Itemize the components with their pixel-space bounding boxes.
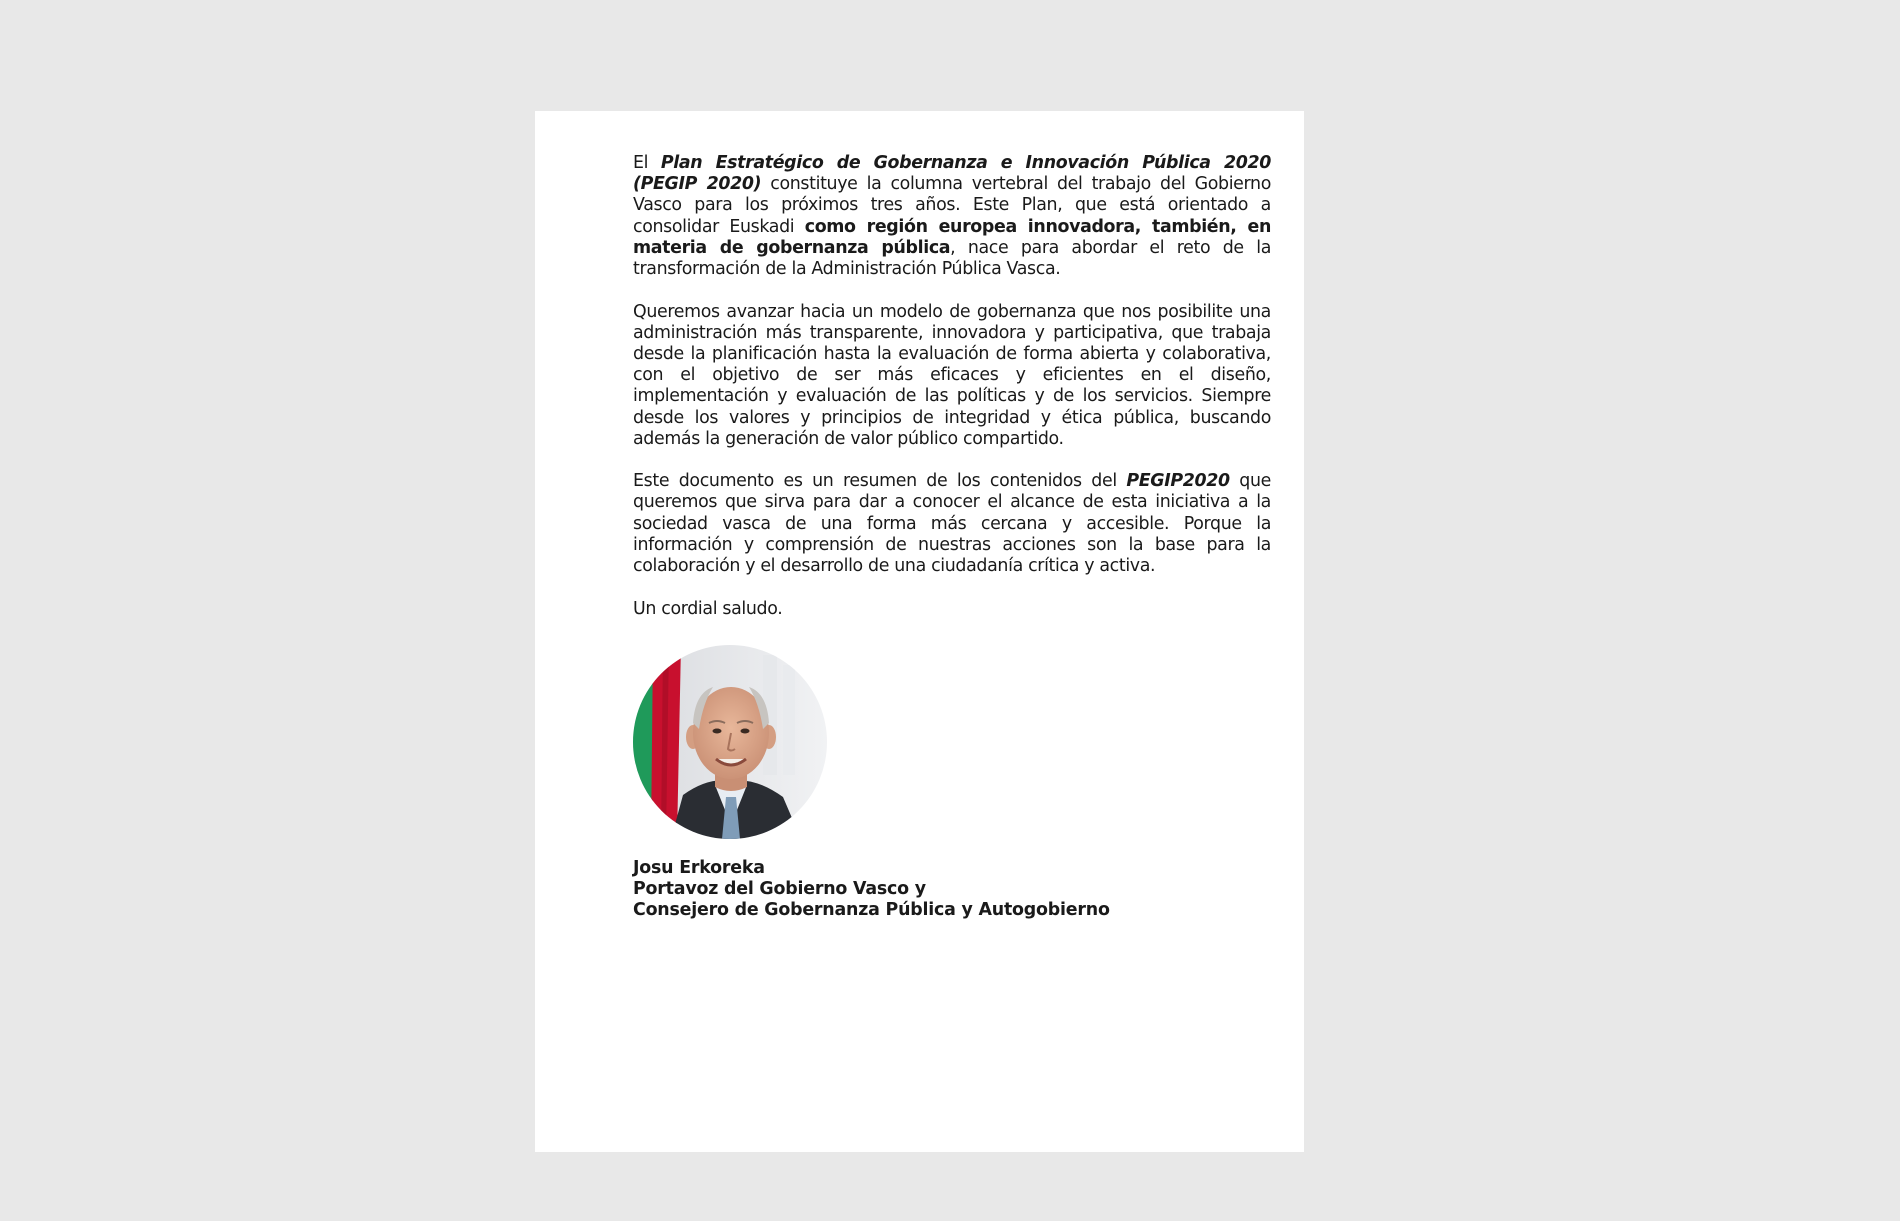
summary-paragraph <box>633 471 1271 577</box>
signatory-name: Josu Erkoreka <box>633 858 765 878</box>
signatory-title-1: Portavoz del Gobierno Vasco y <box>633 879 926 900</box>
text-run: que queremos que sirva para dar a conocer el alcance de esta iniciativa a la sociedad vasca de una forma más cercana y accesible. Porque la información y comprensión de nuestras acciones son la base para la colaboración y el desarrollo de una ciudadanía crítica y activa. <box>633 471 1272 577</box>
plan-acronym: PEGIP2020 <box>1126 471 1230 492</box>
text-run: constituye la columna vertebral del trabajo del Gobierno Vasco para los próximos tres años. Este Plan, que está orientado a consolidar Euskadi <box>633 174 1271 237</box>
text-run: , nace para abordar el reto de la transformación de la Administración Pública Vasca. <box>633 237 1271 280</box>
text-run: El <box>633 153 661 173</box>
intro-paragraph <box>633 153 1271 280</box>
document-page <box>535 111 1304 1152</box>
signatory-title-2: Consejero de Gobernanza Pública y Autogobierno <box>633 900 1110 921</box>
plan-title: Plan Estratégico de Gobernanza e Innovación Pública 2020 (PEGIP 2020) <box>633 153 1271 195</box>
text-run: Este documento es un resumen de los contenidos del <box>633 471 1127 492</box>
signature-block <box>633 858 1110 922</box>
letter-body <box>633 153 1271 620</box>
highlight-text: como región europea innovadora, también, en materia de gobernanza pública <box>633 216 1271 258</box>
portrait-illustration <box>633 645 827 839</box>
portrait-photo <box>633 645 827 839</box>
governance-paragraph: Queremos avanzar hacia un modelo de gobernanza que nos posibilite una administración más transparente, innovadora y participativa, que trabaja desde la planificación hasta la evaluación de forma abierta y colaborativa, con el objetivo de ser más eficaces y eficientes en el diseño, implementación y evaluación de las políticas y de los servicios. Siempre desde los valores y principios de integridad y ética pública, buscando además la generación de valor público compartido. <box>633 301 1271 449</box>
closing-salutation: Un cordial saludo. <box>633 598 783 619</box>
